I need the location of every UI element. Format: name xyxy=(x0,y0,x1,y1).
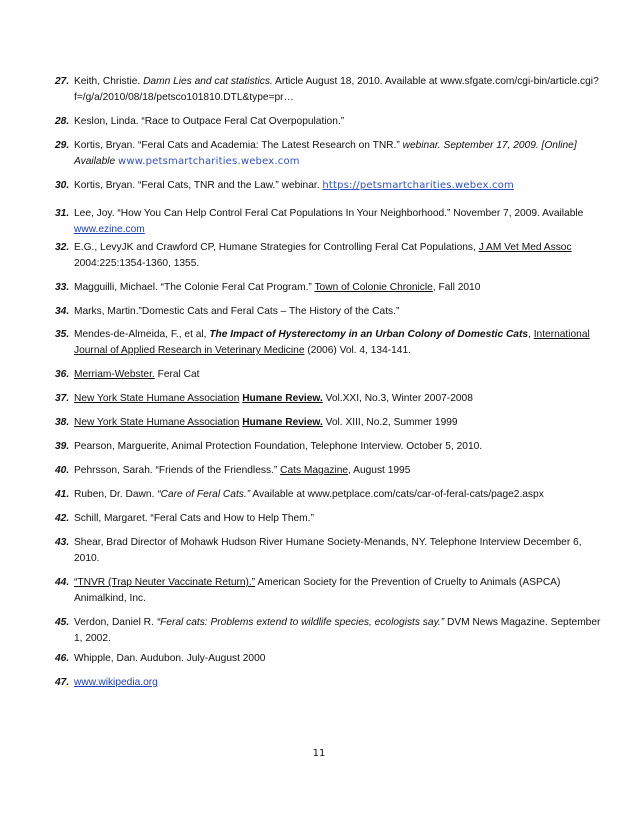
reference-link[interactable]: www.petsmartcharities.webex.com xyxy=(118,156,300,167)
reference-text-segment: International Journal of Applied Research in Veterinary Medicine xyxy=(74,329,590,356)
reference-link[interactable]: www.ezine.com xyxy=(74,224,145,235)
reference-text-segment: Feral Cat xyxy=(154,369,200,380)
reference-text xyxy=(74,391,603,407)
reference-link[interactable]: www.wikipedia.org xyxy=(74,677,158,688)
reference-entry xyxy=(55,391,603,407)
reference-text xyxy=(74,651,603,667)
reference-text-segment: Kortis, Bryan. “Feral Cats, TNR and the Law.” webinar. xyxy=(74,180,323,191)
reference-text-segment: DVM News Magazine. September 1, 2002. xyxy=(74,617,601,644)
reference-number: 45. xyxy=(55,617,70,628)
reference-text xyxy=(74,439,603,455)
reference-entry xyxy=(55,487,603,503)
reference-number: 40. xyxy=(55,465,70,476)
reference-text xyxy=(74,240,603,272)
reference-text xyxy=(74,575,603,607)
reference-entry xyxy=(55,327,603,359)
reference-entry xyxy=(55,511,603,527)
reference-entry xyxy=(55,615,603,647)
reference-link[interactable]: https://petsmartcharities.webex.com xyxy=(322,180,514,191)
reference-number: 38. xyxy=(55,417,70,428)
reference-number: 44. xyxy=(55,577,70,588)
reference-text-segment: Pehrsson, Sarah. “Friends of the Friendless.” xyxy=(74,465,281,476)
reference-text-segment: Pearson, Marguerite, Animal Protection Foundation, Telephone Interview. October 5, 2010. xyxy=(74,441,483,452)
reference-text-segment: Keslon, Linda. “Race to Outpace Feral Cat Overpopulation.” xyxy=(74,116,345,127)
reference-number: 35. xyxy=(55,329,70,340)
reference-number: 47. xyxy=(55,677,70,688)
reference-text-segment: (2006) Vol. 4, 134-141. xyxy=(304,345,411,356)
reference-text-segment: “Feral cats: Problems extend to wildlife species, ecologists say.” xyxy=(156,617,445,628)
reference-number: 30. xyxy=(55,180,70,191)
reference-text xyxy=(74,280,603,296)
reference-text xyxy=(74,327,603,359)
reference-text xyxy=(74,615,603,647)
reference-text xyxy=(74,74,603,106)
reference-text xyxy=(74,304,603,320)
reference-text-segment: , August 1995 xyxy=(348,465,411,476)
reference-text-segment: E.G., LevyJK and Crawford CP, Humane Strategies for Controlling Feral Cat Populations, xyxy=(74,242,479,253)
reference-text-segment: New York State Humane Association xyxy=(74,393,240,404)
reference-text xyxy=(74,178,603,194)
reference-text xyxy=(74,138,603,170)
reference-text-segment: , xyxy=(528,329,534,340)
reference-text-segment: Humane Review. xyxy=(242,417,323,428)
reference-text-segment: J AM Vet Med Assoc xyxy=(478,242,572,253)
reference-number: 27. xyxy=(55,76,70,87)
reference-number: 34. xyxy=(55,306,70,317)
reference-number: 46. xyxy=(55,653,70,664)
reference-text-segment: “TNVR (Trap Neuter Vaccinate Return).” xyxy=(74,577,256,588)
reference-entry xyxy=(55,114,603,130)
reference-text-segment: Available at www.petplace.com/cats/car-of-feral-cats/page2.aspx xyxy=(250,489,544,500)
reference-text-segment: , Fall 2010 xyxy=(432,282,481,293)
reference-entry xyxy=(55,138,603,170)
reference-text xyxy=(74,415,603,431)
reference-number: 43. xyxy=(55,537,70,548)
reference-entry xyxy=(55,240,603,272)
reference-entry xyxy=(55,535,603,567)
reference-text-segment: Marks, Martin.”Domestic Cats and Feral Cats – The History of the Cats.” xyxy=(74,306,400,317)
reference-text-segment: Magguilli, Michael. “The Colonie Feral Cat Program.” xyxy=(74,282,315,293)
reference-text xyxy=(74,535,603,567)
reference-text xyxy=(74,511,603,527)
reference-text-segment: Cats Magazine xyxy=(280,465,349,476)
reference-entry xyxy=(55,463,603,479)
reference-entry xyxy=(55,415,603,431)
reference-entry xyxy=(55,178,603,194)
reference-entry xyxy=(55,304,603,320)
reference-entry xyxy=(55,651,603,667)
reference-text-segment: Article August 18, 2010. Available at www.sfgate.com/cgi-bin/article.cgi?f=/g/a/2010/08/18/petsco101810.DTL&type=pr… xyxy=(74,76,599,103)
reference-number: 39. xyxy=(55,441,70,452)
reference-text-segment: 2004:225:1354-1360, 1355. xyxy=(74,258,200,269)
reference-text-segment: Town of Colonie Chronicle xyxy=(314,282,433,293)
reference-text-segment: Merriam-Webster. xyxy=(74,369,155,380)
reference-number: 42. xyxy=(55,513,70,524)
reference-text-segment: Whipple, Dan. Audubon. July-August 2000 xyxy=(74,653,266,664)
reference-text xyxy=(74,463,603,479)
reference-entry xyxy=(55,439,603,455)
reference-entry xyxy=(55,367,603,383)
reference-text-segment: Ruben, Dr. Dawn. xyxy=(74,489,158,500)
reference-text-segment: Mendes-de-Almeida, F., et al, xyxy=(74,329,210,340)
reference-number: 33. xyxy=(55,282,70,293)
reference-text-segment: Lee, Joy. “How You Can Help Control Feral Cat Populations In Your Neighborhood.” November 7, 2009. Available xyxy=(74,208,584,219)
reference-text-segment: webinar. September 17, 2009. [Online] Available xyxy=(74,140,577,167)
reference-entry xyxy=(55,74,603,106)
reference-text-segment: Vol. XIII, No.2, Summer 1999 xyxy=(322,417,458,428)
reference-text xyxy=(74,367,603,383)
reference-text-segment: New York State Humane Association xyxy=(74,417,240,428)
reference-text-segment: Keith, Christie. xyxy=(74,76,144,87)
reference-text xyxy=(74,675,603,691)
reference-entry xyxy=(55,575,603,607)
reference-number: 36. xyxy=(55,369,70,380)
reference-text xyxy=(74,206,603,238)
reference-number: 37. xyxy=(55,393,70,404)
reference-text-segment: Kortis, Bryan. “Feral Cats and Academia: The Latest Research on TNR.” xyxy=(74,140,400,151)
reference-text xyxy=(74,487,603,503)
reference-text-segment: Verdon, Daniel R. xyxy=(74,617,157,628)
reference-text-segment: “Care of Feral Cats.” xyxy=(157,489,251,500)
reference-number: 32. xyxy=(55,242,70,253)
reference-text-segment: The Impact of Hysterectomy in an Urban Colony of Domestic Cats xyxy=(209,329,529,340)
reference-number: 29. xyxy=(55,140,70,151)
reference-text-segment: Shear, Brad Director of Mohawk Hudson River Humane Society-Menands, NY. Telephone Interview December 6, 2010. xyxy=(74,537,582,564)
reference-entry xyxy=(55,675,603,691)
reference-text-segment: Schill, Margaret. “Feral Cats and How to Help Them.” xyxy=(74,513,314,524)
page-number: 11 xyxy=(312,748,326,759)
reference-entry xyxy=(55,206,603,238)
reference-number: 31. xyxy=(55,208,70,219)
reference-text-segment: American Society for the Prevention of Cruelty to Animals (ASPCA) Animalkind, Inc. xyxy=(74,577,561,604)
reference-entry xyxy=(55,280,603,296)
reference-text xyxy=(74,114,603,130)
reference-number: 41. xyxy=(55,489,70,500)
reference-text-segment: Damn Lies and cat statistics. xyxy=(143,76,273,87)
reference-text-segment: Vol.XXI, No.3, Winter 2007-2008 xyxy=(322,393,473,404)
reference-number: 28. xyxy=(55,116,70,127)
reference-text-segment: Humane Review. xyxy=(242,393,323,404)
